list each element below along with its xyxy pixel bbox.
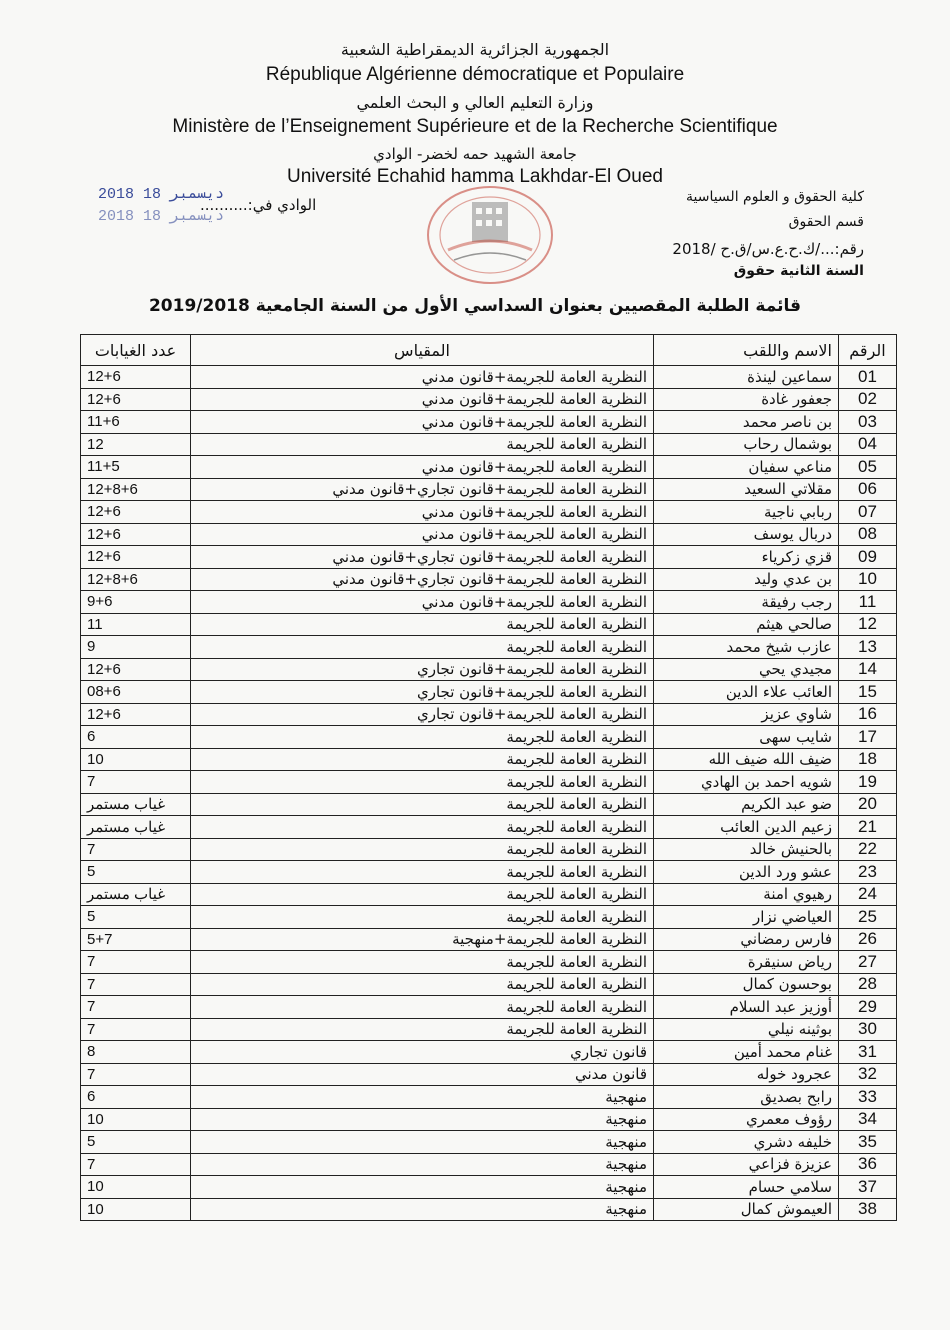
cell-absences: 12+6 <box>81 366 191 389</box>
table-row <box>81 1063 897 1086</box>
table-row <box>81 658 897 681</box>
cell-absences: 7 <box>81 1063 191 1086</box>
cell-num: 06 <box>839 478 897 501</box>
cell-subject: منهجية <box>191 1198 654 1221</box>
cell-name: بن ناصر محمد <box>654 411 839 434</box>
cell-subject: منهجية <box>191 1086 654 1109</box>
table-row <box>81 838 897 861</box>
cell-name: عشو ورد الدين <box>654 861 839 884</box>
cell-subject: النظرية العامة للجريمة+قانون مدني <box>191 388 654 411</box>
cell-name: مقلاتي السعيد <box>654 478 839 501</box>
cell-name: العياضي نزار <box>654 906 839 929</box>
ministry-ar: وزارة التعليم العالي و البحث العلمي <box>356 93 594 112</box>
cell-name: جعفور غادة <box>654 388 839 411</box>
cell-num: 38 <box>839 1198 897 1221</box>
faculty-label: كلية الحقوق و العلوم السياسية <box>685 189 864 205</box>
header-name: الاسم واللقب <box>654 335 839 366</box>
table-row <box>81 951 897 974</box>
cell-subject: منهجية <box>191 1153 654 1176</box>
cell-num: 12 <box>839 613 897 636</box>
cell-num: 08 <box>839 523 897 546</box>
university-fr: Université Echahid hamma Lakhdar-El Oued <box>287 166 663 187</box>
cell-subject: النظرية العامة للجريمة <box>191 433 654 456</box>
cell-num: 34 <box>839 1108 897 1131</box>
cell-num: 33 <box>839 1086 897 1109</box>
city-date-label: الوادي في:.......... <box>200 196 317 214</box>
cell-num: 07 <box>839 501 897 524</box>
cell-num: 05 <box>839 456 897 479</box>
university-ar: جامعة الشهيد حمه لخضر- الوادي <box>373 145 577 163</box>
cell-num: 03 <box>839 411 897 434</box>
cell-name: ضو عبد الكريم <box>654 793 839 816</box>
table-row <box>81 433 897 456</box>
table-row <box>81 1153 897 1176</box>
cell-name: زعيم الدين العائب <box>654 816 839 839</box>
table-row <box>81 568 897 591</box>
cell-absences: 12+8+6 <box>81 568 191 591</box>
table-row <box>81 1131 897 1154</box>
table-row <box>81 883 897 906</box>
cell-num: 01 <box>839 366 897 389</box>
ministry-fr: Ministère de l’Enseignement Supérieure et de la Recherche Scientifique <box>172 116 778 137</box>
table-row <box>81 861 897 884</box>
cell-num: 37 <box>839 1176 897 1199</box>
cell-absences: 10 <box>81 1108 191 1131</box>
cell-name: فارس رمضاني <box>654 928 839 951</box>
cell-absences: 12+6 <box>81 388 191 411</box>
cell-name: سماعين لينذة <box>654 366 839 389</box>
cell-absences: 6 <box>81 726 191 749</box>
cell-num: 21 <box>839 816 897 839</box>
table-row <box>81 591 897 614</box>
cell-num: 31 <box>839 1041 897 1064</box>
cell-absences: 9 <box>81 636 191 659</box>
cell-name: شويه احمد بن الهادي <box>654 771 839 794</box>
date-stamp: 2018 دیسمبر 18 <box>98 186 225 203</box>
cell-num: 02 <box>839 388 897 411</box>
table-row <box>81 388 897 411</box>
cell-subject: النظرية العامة للجريمة <box>191 1018 654 1041</box>
cell-num: 20 <box>839 793 897 816</box>
cell-subject: النظرية العامة للجريمة <box>191 996 654 1019</box>
cell-num: 11 <box>839 591 897 614</box>
table-row <box>81 1018 897 1041</box>
cell-name: أوزيز عبد السلام <box>654 996 839 1019</box>
cell-subject: النظرية العامة للجريمة+قانون تجاري+قانون مدني <box>191 546 654 569</box>
table-header-row <box>81 335 897 366</box>
cell-absences: 12+6 <box>81 703 191 726</box>
table-row <box>81 793 897 816</box>
cell-name: سلامي حسام <box>654 1176 839 1199</box>
cell-subject: قانون مدني <box>191 1063 654 1086</box>
table-row <box>81 973 897 996</box>
department-label: قسم الحقوق <box>788 214 864 230</box>
republic-fr: République Algérienne démocratique et Populaire <box>265 64 685 85</box>
table-row <box>81 1041 897 1064</box>
cell-num: 04 <box>839 433 897 456</box>
cell-subject: منهجية <box>191 1176 654 1199</box>
cell-subject: النظرية العامة للجريمة+قانون مدني <box>191 411 654 434</box>
cell-absences: 5 <box>81 906 191 929</box>
cell-absences: 8 <box>81 1041 191 1064</box>
cell-subject: النظرية العامة للجريمة+قانون تجاري <box>191 681 654 704</box>
cell-num: 29 <box>839 996 897 1019</box>
cell-num: 27 <box>839 951 897 974</box>
table-row <box>81 523 897 546</box>
table-row <box>81 816 897 839</box>
excluded-students-table <box>80 334 897 1221</box>
cell-num: 19 <box>839 771 897 794</box>
cell-absences: 5 <box>81 861 191 884</box>
cell-absences: 5 <box>81 1131 191 1154</box>
cell-name: ضيف الله ضيف الله <box>654 748 839 771</box>
header-num: الرقم <box>839 335 897 366</box>
cell-subject: النظرية العامة للجريمة+قانون مدني <box>191 591 654 614</box>
cell-subject: النظرية العامة للجريمة <box>191 816 654 839</box>
cell-num: 22 <box>839 838 897 861</box>
cell-subject: النظرية العامة للجريمة+قانون تجاري <box>191 658 654 681</box>
table-row <box>81 748 897 771</box>
cell-absences: 11 <box>81 613 191 636</box>
cell-num: 14 <box>839 658 897 681</box>
cell-subject: النظرية العامة للجريمة+قانون مدني <box>191 456 654 479</box>
cell-absences: 7 <box>81 973 191 996</box>
cell-num: 10 <box>839 568 897 591</box>
cell-absences: 10 <box>81 1176 191 1199</box>
reference-number: رقم:.../ك.ح.ع.س/ق.ح /2018 <box>672 240 864 258</box>
cell-name: رياض سنيقرة <box>654 951 839 974</box>
table-row <box>81 1108 897 1131</box>
table-row <box>81 456 897 479</box>
cell-absences: 11+6 <box>81 411 191 434</box>
cell-num: 26 <box>839 928 897 951</box>
cell-num: 25 <box>839 906 897 929</box>
cell-subject: النظرية العامة للجريمة+قانون مدني <box>191 523 654 546</box>
cell-num: 18 <box>839 748 897 771</box>
table-row <box>81 636 897 659</box>
cell-absences: 7 <box>81 838 191 861</box>
cell-name: صالحي هيثم <box>654 613 839 636</box>
cell-absences: 9+6 <box>81 591 191 614</box>
cell-num: 23 <box>839 861 897 884</box>
cell-num: 15 <box>839 681 897 704</box>
cell-subject: النظرية العامة للجريمة <box>191 951 654 974</box>
cell-absences: 7 <box>81 1153 191 1176</box>
cell-absences: 7 <box>81 1018 191 1041</box>
cell-subject: النظرية العامة للجريمة <box>191 636 654 659</box>
cell-absences: 6 <box>81 1086 191 1109</box>
table-row <box>81 906 897 929</box>
cell-subject: النظرية العامة للجريمة <box>191 838 654 861</box>
cell-absences: 10 <box>81 1198 191 1221</box>
cell-name: شاوي عزيز <box>654 703 839 726</box>
cell-absences: 5+7 <box>81 928 191 951</box>
cell-num: 36 <box>839 1153 897 1176</box>
date-stamp-ghost: 2018 دیسمبر 18 <box>98 208 225 225</box>
cell-absences: 12+8+6 <box>81 478 191 501</box>
cell-absences: غياب مستمر <box>81 793 191 816</box>
cell-absences: غياب مستمر <box>81 816 191 839</box>
cell-subject: النظرية العامة للجريمة+قانون تجاري+قانون مدني <box>191 568 654 591</box>
cell-subject: منهجية <box>191 1108 654 1131</box>
table-row <box>81 613 897 636</box>
cell-absences: 10 <box>81 748 191 771</box>
cell-name: بن عدي وليد <box>654 568 839 591</box>
cell-subject: النظرية العامة للجريمة+منهجية <box>191 928 654 951</box>
table-row <box>81 771 897 794</box>
cell-absences: 12 <box>81 433 191 456</box>
cell-num: 17 <box>839 726 897 749</box>
cell-name: العيموش كمال <box>654 1198 839 1221</box>
cell-subject: النظرية العامة للجريمة <box>191 771 654 794</box>
header-subject: المقياس <box>191 335 654 366</box>
cell-subject: النظرية العامة للجريمة <box>191 883 654 906</box>
cell-name: رجب رفيقة <box>654 591 839 614</box>
document-title: قائمة الطلبة المقصيين بعنوان السداسي الأول من السنة الجامعية 2019/2018 <box>148 296 802 316</box>
cell-subject: قانون تجاري <box>191 1041 654 1064</box>
cell-name: عزيزة فزاعي <box>654 1153 839 1176</box>
cell-name: بوشمال رحاب <box>654 433 839 456</box>
cell-num: 13 <box>839 636 897 659</box>
cell-name: بوحسون كمال <box>654 973 839 996</box>
cell-absences: 7 <box>81 996 191 1019</box>
cell-name: عازب شيخ محمد <box>654 636 839 659</box>
table-row <box>81 478 897 501</box>
cell-num: 30 <box>839 1018 897 1041</box>
table-row <box>81 996 897 1019</box>
cell-num: 35 <box>839 1131 897 1154</box>
cell-subject: النظرية العامة للجريمة <box>191 973 654 996</box>
table-row <box>81 501 897 524</box>
cell-absences: 12+6 <box>81 658 191 681</box>
table-row <box>81 1198 897 1221</box>
cell-subject: النظرية العامة للجريمة+قانون مدني <box>191 366 654 389</box>
table-row <box>81 546 897 569</box>
cell-name: مناعي سفيان <box>654 456 839 479</box>
cell-subject: منهجية <box>191 1131 654 1154</box>
table-row <box>81 411 897 434</box>
study-year: السنة الثانية حقوق <box>733 263 864 279</box>
cell-name: عجرود خوله <box>654 1063 839 1086</box>
table-row <box>81 1176 897 1199</box>
table-row <box>81 928 897 951</box>
cell-absences: 12+6 <box>81 523 191 546</box>
cell-subject: النظرية العامة للجريمة <box>191 613 654 636</box>
table-row <box>81 366 897 389</box>
cell-num: 24 <box>839 883 897 906</box>
cell-subject: النظرية العامة للجريمة <box>191 748 654 771</box>
cell-subject: النظرية العامة للجريمة <box>191 726 654 749</box>
cell-subject: النظرية العامة للجريمة <box>191 793 654 816</box>
cell-absences: 08+6 <box>81 681 191 704</box>
table-row <box>81 681 897 704</box>
header-absences: عدد الغيابات <box>81 335 191 366</box>
cell-num: 16 <box>839 703 897 726</box>
table-row <box>81 703 897 726</box>
cell-subject: النظرية العامة للجريمة+قانون تجاري <box>191 703 654 726</box>
cell-num: 32 <box>839 1063 897 1086</box>
cell-subject: النظرية العامة للجريمة <box>191 861 654 884</box>
cell-name: دربال يوسف <box>654 523 839 546</box>
cell-name: قزي زكرياء <box>654 546 839 569</box>
cell-absences: 12+6 <box>81 501 191 524</box>
cell-name: رهيوي امنة <box>654 883 839 906</box>
cell-subject: النظرية العامة للجريمة+قانون مدني <box>191 501 654 524</box>
cell-name: مجيدي يحي <box>654 658 839 681</box>
cell-absences: غياب مستمر <box>81 883 191 906</box>
cell-name: بوثينه نيلي <box>654 1018 839 1041</box>
republic-ar: الجمهورية الجزائرية الديمقراطية الشعبية <box>340 40 610 59</box>
table-row <box>81 726 897 749</box>
cell-name: غنام محمد أمين <box>654 1041 839 1064</box>
cell-num: 09 <box>839 546 897 569</box>
cell-name: خليفه دشري <box>654 1131 839 1154</box>
cell-absences: 12+6 <box>81 546 191 569</box>
cell-name: رابح بصديق <box>654 1086 839 1109</box>
university-seal-icon <box>420 180 560 290</box>
cell-name: رؤوف معمري <box>654 1108 839 1131</box>
cell-name: ربابي ناجية <box>654 501 839 524</box>
cell-absences: 7 <box>81 771 191 794</box>
cell-subject: النظرية العامة للجريمة <box>191 906 654 929</box>
cell-name: شايب سهى <box>654 726 839 749</box>
cell-absences: 7 <box>81 951 191 974</box>
cell-subject: النظرية العامة للجريمة+قانون تجاري+قانون مدني <box>191 478 654 501</box>
cell-absences: 11+5 <box>81 456 191 479</box>
cell-num: 28 <box>839 973 897 996</box>
cell-name: بالحنيش خالد <box>654 838 839 861</box>
cell-name: العائب علاء الدين <box>654 681 839 704</box>
table-row <box>81 1086 897 1109</box>
